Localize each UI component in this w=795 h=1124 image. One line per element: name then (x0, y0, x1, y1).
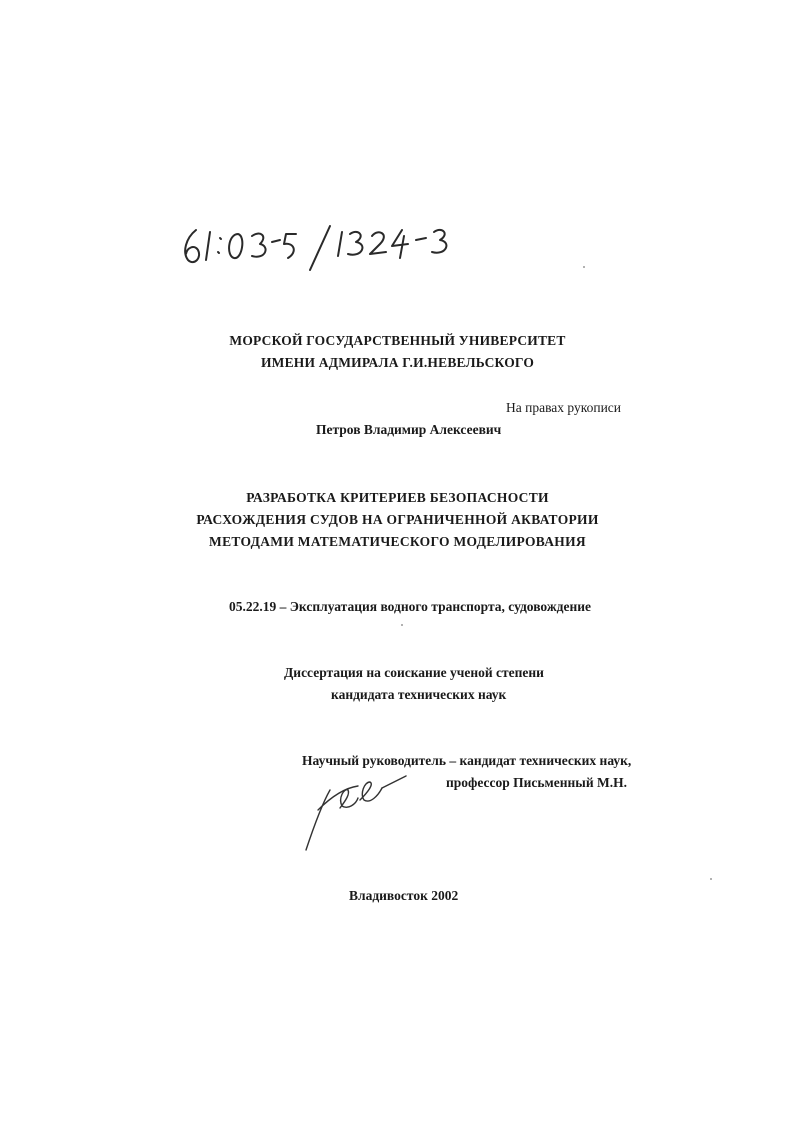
author-name: Петров Владимир Алексеевич (316, 422, 502, 437)
dissertation-title-line-3: МЕТОДАМИ МАТЕМАТИЧЕСКОГО МОДЕЛИРОВАНИЯ (209, 534, 586, 549)
dissertation-title-line-1: РАЗРАБОТКА КРИТЕРИЕВ БЕЗОПАСНОСТИ (246, 490, 549, 505)
degree-line-1: Диссертация на соискание ученой степени (284, 665, 544, 680)
university-name-line-1: МОРСКОЙ ГОСУДАРСТВЕННЫЙ УНИВЕРСИТЕТ (229, 333, 566, 348)
scan-speck (710, 878, 712, 880)
handwritten-signature (300, 770, 440, 855)
specialty-code: 05.22.19 – Эксплуатация водного транспорта, судовождение (229, 599, 591, 614)
scan-speck (583, 266, 585, 268)
scan-speck (401, 624, 403, 626)
supervisor-line-1: Научный руководитель – кандидат технических наук, (302, 753, 632, 768)
supervisor-line-2: профессор Письменный М.Н. (446, 775, 627, 790)
handwritten-archive-mark (178, 208, 478, 283)
city-year: Владивосток 2002 (349, 888, 459, 903)
dissertation-title-line-2: РАСХОЖДЕНИЯ СУДОВ НА ОГРАНИЧЕННОЙ АКВАТОРИИ (196, 512, 599, 527)
university-name-line-2: ИМЕНИ АДМИРАЛА Г.И.НЕВЕЛЬСКОГО (260, 355, 535, 370)
degree-line-2: кандидата технических наук (331, 687, 507, 702)
manuscript-rights-note: На правах рукописи (506, 400, 622, 415)
